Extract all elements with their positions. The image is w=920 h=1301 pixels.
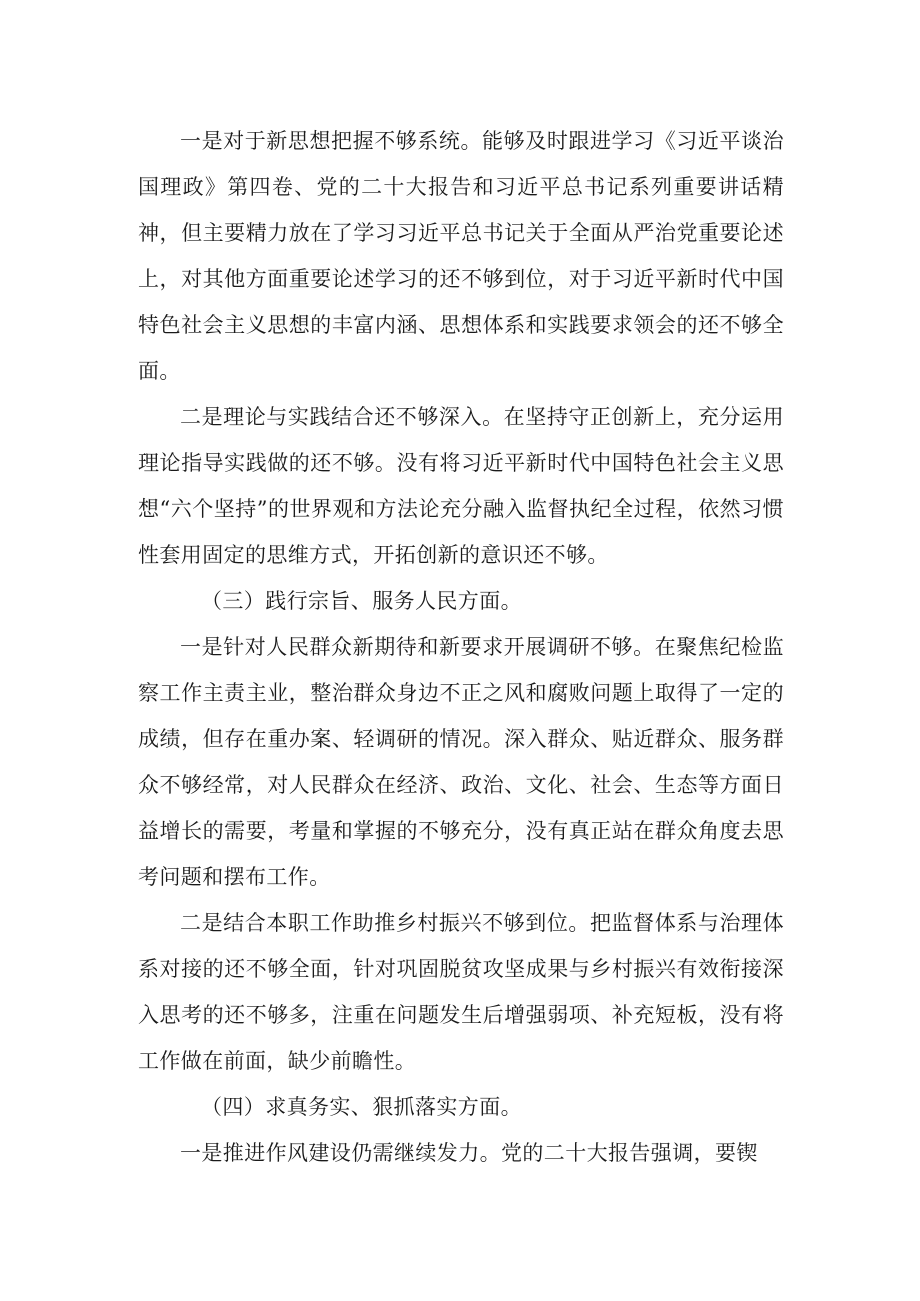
section-heading-serve-people: （三）践行宗旨、服务人民方面。	[201, 589, 522, 613]
paragraph-work-style: 一是推进作风建设仍需继续发力。党的二十大报告强调，要锲	[180, 1141, 758, 1165]
section-heading-implementation: （四）求真务实、狠抓落实方面。	[201, 1095, 522, 1119]
paragraph-new-thought: 一是对于新思想把握不够系统。能够及时跟进学习《习近平谈治国理政》第四卷、党的二十大报告和习近平总书记系列重要讲话精神，但主要精力放在了学习习近平总书记关于全面从严治党重要论述上，对其他方面重要论述学习的还不够到位，对于习近平新时代中国特色社会主义思想的丰富内涵、思想体系和实践要求领会的还不够全面。	[138, 129, 784, 383]
paragraph-rural-revitalization: 二是结合本职工作助推乡村振兴不够到位。把监督体系与治理体系对接的还不够全面，针对巩固脱贫攻坚成果与乡村振兴有效衔接深入思考的还不够多，注重在问题发生后增强弱项、补充短板，没有将工作做在前面，缺少前瞻性。	[138, 911, 784, 1073]
paragraph-theory-practice: 二是理论与实践结合还不够深入。在坚持守正创新上，充分运用理论指导实践做的还不够。没有将习近平新时代中国特色社会主义思想“六个坚持”的世界观和方法论充分融入监督执纪全过程，依然习惯性套用固定的思维方式，开拓创新的意识还不够。	[138, 405, 784, 567]
paragraph-research: 一是针对人民群众新期待和新要求开展调研不够。在聚焦纪检监察工作主责主业，整治群众身边不正之风和腐败问题上取得了一定的成绩，但存在重办案、轻调研的情况。深入群众、贴近群众、服务群众不够经常，对人民群众在经济、政治、文化、社会、生态等方面日益增长的需要，考量和掌握的不够充分，没有真正站在群众角度去思考问题和摆布工作。	[138, 635, 784, 889]
document-body	[138, 118, 784, 1176]
